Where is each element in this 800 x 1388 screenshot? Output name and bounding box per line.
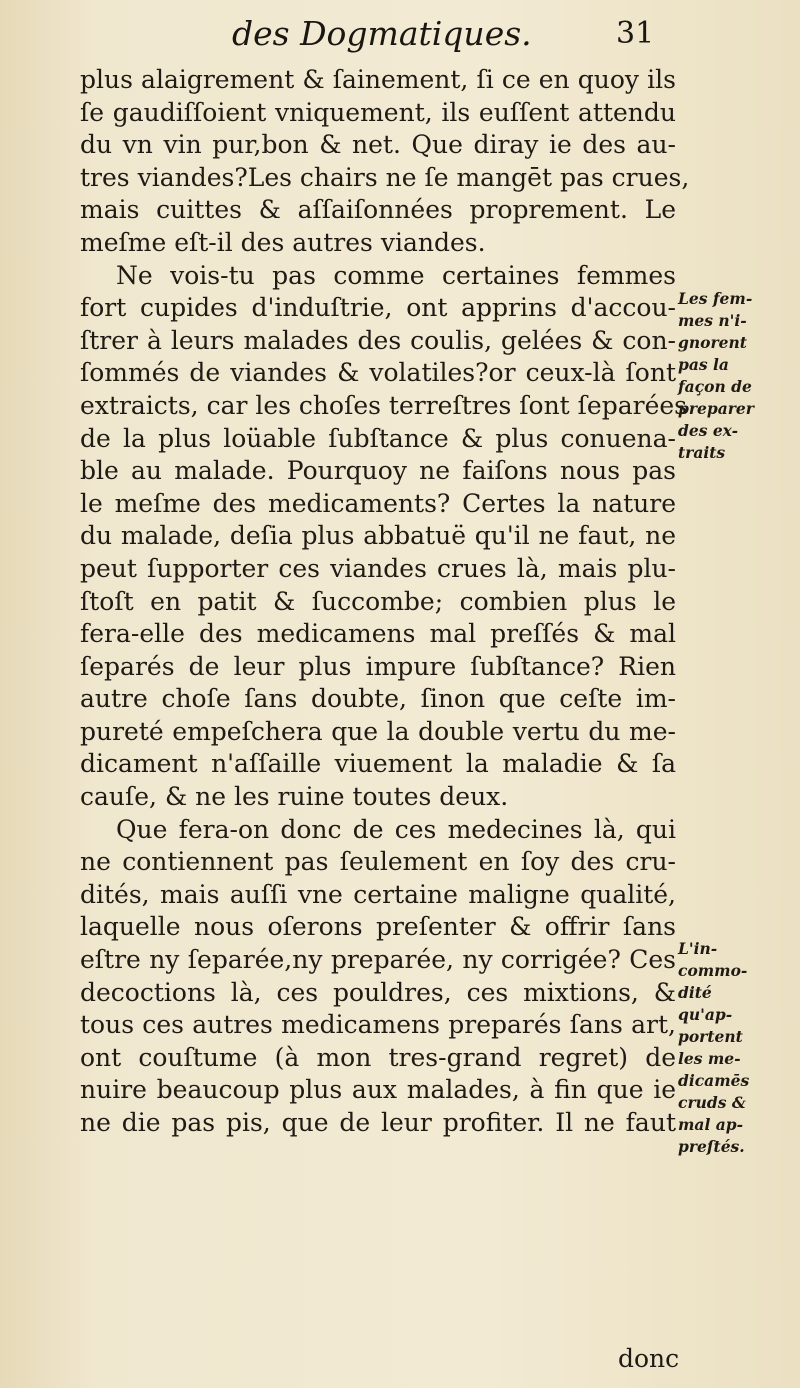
text-line: plus alaigrement & ſainement, ſi ce en quoy ils xyxy=(80,65,676,94)
margin-note-line: pas la xyxy=(678,355,729,374)
margin-note-line: dité xyxy=(678,983,712,1002)
text-line: mais cuittes & aſſaiſonnées proprement. Le xyxy=(80,195,676,225)
text-line: ſeparés de leur plus impure ſubſtance? Rien xyxy=(80,651,676,681)
margin-note-line: dicamēs xyxy=(678,1071,750,1090)
margin-note-line: mal ap- xyxy=(678,1115,744,1134)
text-line: eſtre ny ſeparée,ny preparée, ny corrigée? Ces xyxy=(80,945,676,975)
text-line: fera-elle des medicamens mal preſſés & mal xyxy=(80,619,676,649)
text-line: dicament n'aſſaille viuement la maladie & ſa xyxy=(80,749,676,779)
margin-note-line: commo- xyxy=(678,961,748,980)
margin-note-line: mes n'i- xyxy=(678,311,747,330)
text-line: extraicts, car les choſes terreſtres ſont ſeparées xyxy=(80,390,687,420)
text-line: cauſe, & ne les ruine toutes deux. xyxy=(80,782,509,812)
text-line: du malade, deſia plus abbatuë qu'il ne faut, ne xyxy=(80,521,676,551)
text-line: ne die pas pis, que de leur profiter. Il ne faut xyxy=(80,1108,676,1137)
text-line: ſommés de viandes & volatiles?or ceux-là ſont xyxy=(80,358,676,388)
text-line: decoctions là, ces pouldres, ces mixtions, & xyxy=(80,977,676,1007)
text-line: le meſme des medicaments? Certes la nature xyxy=(80,488,676,518)
margin-note-line: gnorent xyxy=(678,333,747,352)
margin-note-line: des ex- xyxy=(678,421,739,440)
main-text xyxy=(80,64,690,1140)
text-line: de la plus loüable ſubſtance & plus conuena- xyxy=(80,423,676,453)
margin-note-line: portent xyxy=(678,1027,743,1046)
text-line: tous ces autres medicamens preparés ſans art, xyxy=(80,1010,676,1040)
text-line: du vn vin pur,bon & net. Que diray ie des au- xyxy=(80,130,676,160)
text-line: laquelle nous oſerons preſenter & offrir ſans xyxy=(80,912,676,942)
text-line: ſe gaudiſſoient vniquement, ils euſſent attendu xyxy=(80,97,676,127)
margin-note-line: L'in- xyxy=(678,939,718,958)
text-line: dités, mais auſſi vne certaine maligne qualité, xyxy=(80,879,676,909)
margin-note-line: preſtés. xyxy=(678,1137,745,1156)
text-line: pureté empeſchera que la double vertu du me- xyxy=(80,716,676,746)
margin-note-line: Les fem- xyxy=(678,289,753,308)
text-line: ſtoſt en patit & ſuccombe; combien plus le xyxy=(80,586,676,616)
text-line: peut ſupporter ces viandes crues là, mais plu- xyxy=(80,553,676,583)
text-line: fort cupides d'induſtrie, ont apprins d'accou- xyxy=(80,293,676,323)
running-title: des Dogmatiques. xyxy=(232,14,532,53)
text-line: Ne vois-tu pas comme certaines femmes xyxy=(116,260,676,290)
text-line: ont couſtume (à mon tres-grand regret) de xyxy=(80,1042,676,1072)
margin-note xyxy=(678,288,788,464)
text-line: autre choſe ſans doubte, ſinon que ceſte im- xyxy=(80,684,676,714)
text-line: meſme eſt-il des autres viandes. xyxy=(80,227,486,257)
page-header xyxy=(0,14,800,58)
page-number: 31 xyxy=(616,16,655,51)
margin-note-line: qu'ap- xyxy=(678,1005,733,1024)
catchword: donc xyxy=(618,1344,680,1373)
margin-note-line: les me- xyxy=(678,1049,741,1068)
margin-note-line: traits xyxy=(678,443,726,462)
text-line: nuire beaucoup plus aux malades, à fin que ie xyxy=(80,1075,676,1105)
margin-note-line: preparer xyxy=(678,399,754,418)
margin-note-line: façon de xyxy=(678,377,752,396)
text-line: ble au malade. Pourquoy ne faiſons nous pas xyxy=(80,456,676,486)
margin-note-line: cruds & xyxy=(678,1093,746,1112)
text-line: ſtrer à leurs malades des coulis, gelées & con- xyxy=(80,325,676,355)
text-line: tres viandes?Les chairs ne ſe mangēt pas crues, xyxy=(80,162,690,192)
text-line: Que fera-on donc de ces medecines là, qui xyxy=(116,814,676,844)
text-line: ne contiennent pas ſeulement en ſoy des cru- xyxy=(80,847,676,877)
margin-note xyxy=(678,938,788,1158)
